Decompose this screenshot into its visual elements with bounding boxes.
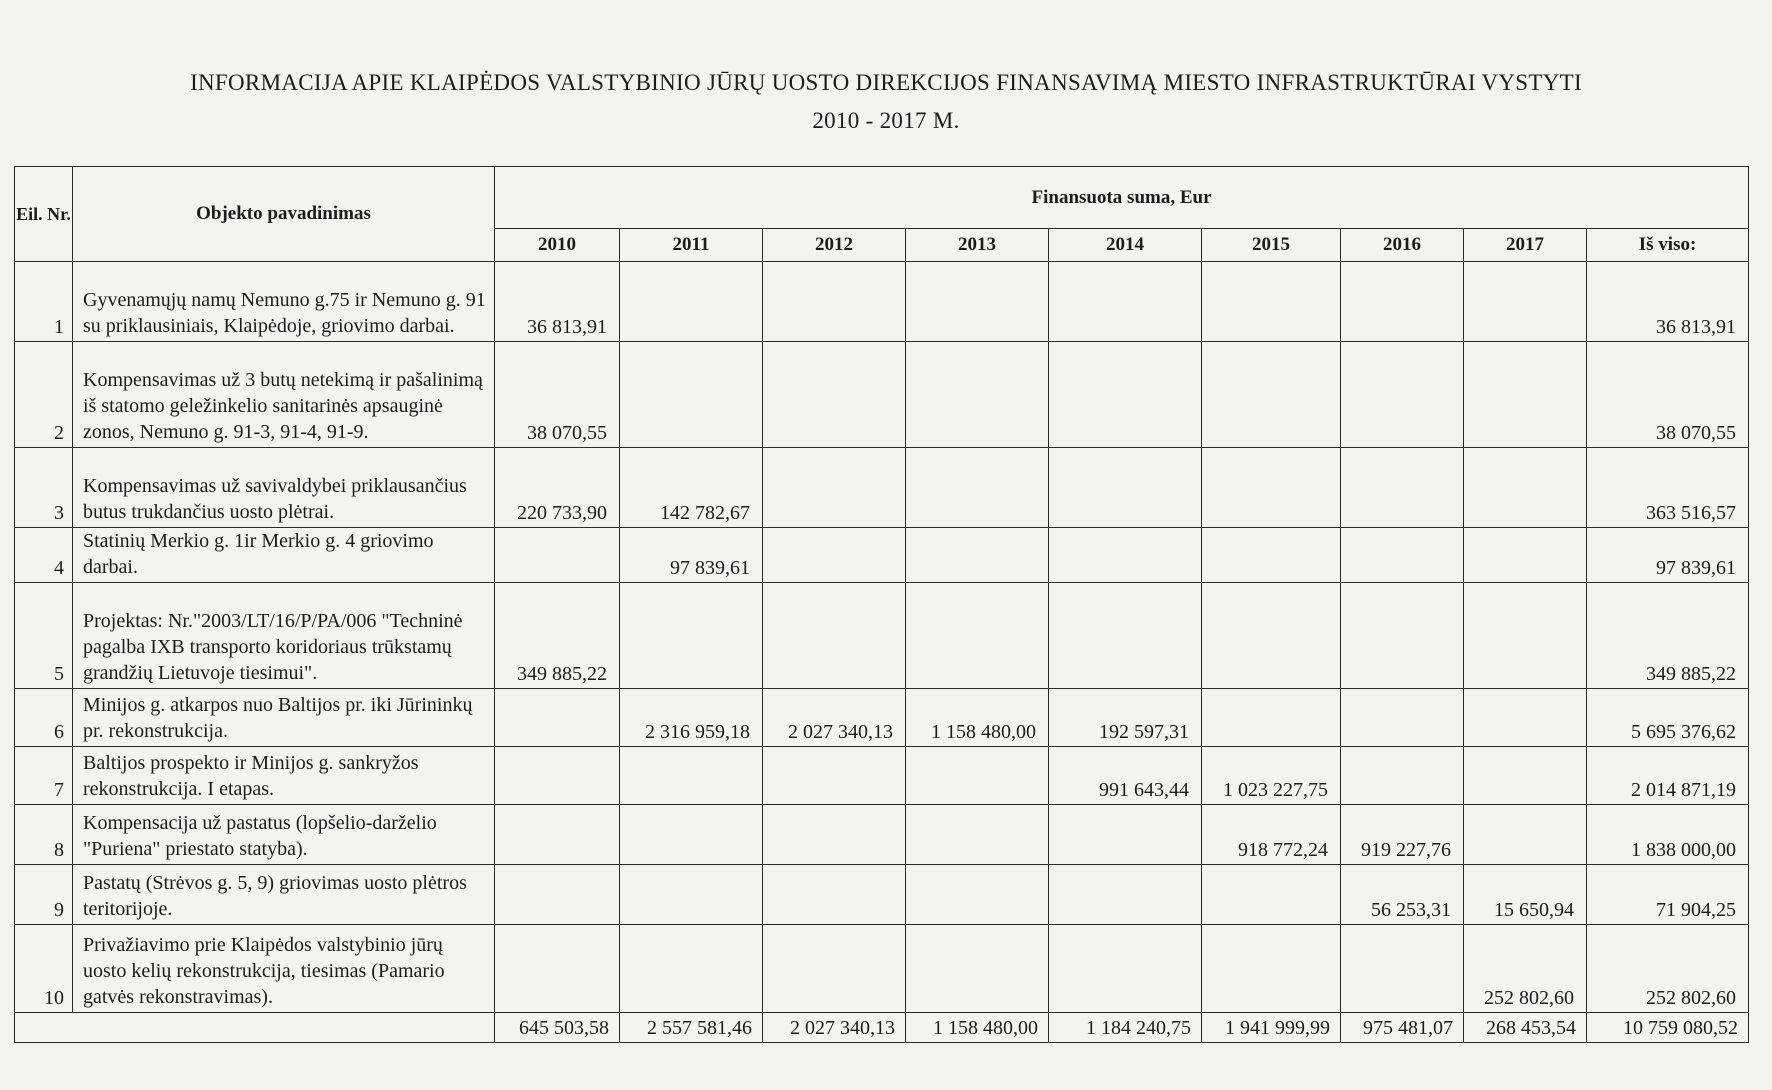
row-total-cell: 36 813,91 [1587, 262, 1749, 342]
object-name: Statinių Merkio g. 1ir Merkio g. 4 griovimo darbai. [73, 528, 495, 583]
amount-cell [1341, 342, 1464, 448]
amount-cell [1341, 528, 1464, 583]
table-row [15, 448, 1749, 528]
row-number: 8 [15, 805, 73, 865]
amount-cell [620, 925, 763, 1013]
object-name: Pastatų (Strėvos g. 5, 9) griovimas uosto plėtros teritorijoje. [73, 865, 495, 925]
amount-cell [1049, 925, 1202, 1013]
header-row-number: Eil. Nr. [15, 167, 73, 262]
amount-cell [1202, 262, 1341, 342]
amount-cell [1341, 448, 1464, 528]
row-total-cell: 363 516,57 [1587, 448, 1749, 528]
amount-cell [1049, 805, 1202, 865]
amount-cell [906, 805, 1049, 865]
object-name: Kompensavimas už savivaldybei priklausančius butus trukdančius uosto plėtrai. [73, 448, 495, 528]
year-total-cell: 975 481,07 [1341, 1013, 1464, 1043]
amount-cell [1202, 925, 1341, 1013]
amount-cell [1464, 689, 1587, 747]
amount-cell [495, 747, 620, 805]
amount-cell: 192 597,31 [1049, 689, 1202, 747]
object-name: Baltijos prospekto ir Minijos g. sankryžos rekonstrukcija. I etapas. [73, 747, 495, 805]
table-row [15, 865, 1749, 925]
header-year-2012: 2012 [763, 229, 906, 262]
amount-cell: 919 227,76 [1341, 805, 1464, 865]
amount-cell [1202, 448, 1341, 528]
row-number: 1 [15, 262, 73, 342]
object-name: Kompensavimas už 3 butų netekimą ir pašalinimą iš statomo geležinkelio sanitarinės apsauginė zonos, Nemuno g. 91-3, 91-4, 91-9. [73, 342, 495, 448]
amount-cell [495, 865, 620, 925]
header-year-2011: 2011 [620, 229, 763, 262]
header-year-2014: 2014 [1049, 229, 1202, 262]
row-number: 4 [15, 528, 73, 583]
amount-cell [1464, 747, 1587, 805]
amount-cell [1464, 805, 1587, 865]
year-total-cell: 2 557 581,46 [620, 1013, 763, 1043]
amount-cell [1202, 342, 1341, 448]
amount-cell: 142 782,67 [620, 448, 763, 528]
amount-cell [495, 689, 620, 747]
totals-label-cell [15, 1013, 495, 1043]
amount-cell [1202, 528, 1341, 583]
amount-cell [1464, 262, 1587, 342]
table-row [15, 925, 1749, 1013]
row-total-cell: 5 695 376,62 [1587, 689, 1749, 747]
amount-cell [1049, 262, 1202, 342]
object-name: Gyvenamųjų namų Nemuno g.75 ir Nemuno g. 91 su priklausiniais, Klaipėdoje, griovimo darbai. [73, 262, 495, 342]
amount-cell [1464, 528, 1587, 583]
amount-cell [906, 528, 1049, 583]
amount-cell: 2 316 959,18 [620, 689, 763, 747]
table-row [15, 528, 1749, 583]
header-year-2015: 2015 [1202, 229, 1341, 262]
amount-cell [1341, 689, 1464, 747]
amount-cell [1202, 583, 1341, 689]
amount-cell [906, 747, 1049, 805]
row-number: 3 [15, 448, 73, 528]
amount-cell [763, 342, 906, 448]
amount-cell: 918 772,24 [1202, 805, 1341, 865]
amount-cell [906, 583, 1049, 689]
row-number: 6 [15, 689, 73, 747]
amount-cell [1464, 583, 1587, 689]
amount-cell: 36 813,91 [495, 262, 620, 342]
totals-row [15, 1013, 1749, 1043]
amount-cell [495, 528, 620, 583]
amount-cell: 2 027 340,13 [763, 689, 906, 747]
amount-cell [763, 925, 906, 1013]
amount-cell: 1 158 480,00 [906, 689, 1049, 747]
header-year-2017: 2017 [1464, 229, 1587, 262]
row-number: 10 [15, 925, 73, 1013]
row-total-cell: 71 904,25 [1587, 865, 1749, 925]
row-number: 7 [15, 747, 73, 805]
row-total-cell: 349 885,22 [1587, 583, 1749, 689]
year-total-cell: 268 453,54 [1464, 1013, 1587, 1043]
amount-cell [763, 805, 906, 865]
year-total-cell: 645 503,58 [495, 1013, 620, 1043]
amount-cell [620, 865, 763, 925]
year-total-cell: 2 027 340,13 [763, 1013, 906, 1043]
amount-cell [1464, 342, 1587, 448]
amount-cell [1341, 925, 1464, 1013]
title-line-2: 2010 - 2017 M. [812, 108, 960, 133]
header-year-2013: 2013 [906, 229, 1049, 262]
amount-cell [1464, 448, 1587, 528]
amount-cell: 38 070,55 [495, 342, 620, 448]
amount-cell [1049, 448, 1202, 528]
document-title [0, 64, 1772, 140]
amount-cell [906, 865, 1049, 925]
table-row [15, 747, 1749, 805]
amount-cell [1341, 583, 1464, 689]
object-name: Kompensacija už pastatus (lopšelio-darželio "Puriena" priestato statyba). [73, 805, 495, 865]
amount-cell [1049, 865, 1202, 925]
row-number: 5 [15, 583, 73, 689]
row-number: 9 [15, 865, 73, 925]
amount-cell [763, 865, 906, 925]
amount-cell [620, 342, 763, 448]
row-total-cell: 38 070,55 [1587, 342, 1749, 448]
row-total-cell: 252 802,60 [1587, 925, 1749, 1013]
amount-cell: 15 650,94 [1464, 865, 1587, 925]
amount-cell: 252 802,60 [1464, 925, 1587, 1013]
amount-cell: 97 839,61 [620, 528, 763, 583]
table-row [15, 262, 1749, 342]
amount-cell [906, 925, 1049, 1013]
amount-cell [906, 448, 1049, 528]
amount-cell: 991 643,44 [1049, 747, 1202, 805]
amount-cell [763, 262, 906, 342]
object-name: Projektas: Nr."2003/LT/16/P/PA/006 "Techninė pagalba IXB transporto koridoriaus trūkstamų grandžių Lietuvoje tiesimui". [73, 583, 495, 689]
year-total-cell: 1 184 240,75 [1049, 1013, 1202, 1043]
amount-cell [1341, 262, 1464, 342]
amount-cell: 220 733,90 [495, 448, 620, 528]
header-year-2010: 2010 [495, 229, 620, 262]
amount-cell: 56 253,31 [1341, 865, 1464, 925]
amount-cell [1049, 528, 1202, 583]
amount-cell [620, 747, 763, 805]
row-total-cell: 1 838 000,00 [1587, 805, 1749, 865]
amount-cell [1049, 583, 1202, 689]
financing-table [14, 166, 1749, 1043]
amount-cell [1202, 689, 1341, 747]
year-total-cell: 1 158 480,00 [906, 1013, 1049, 1043]
amount-cell [620, 262, 763, 342]
amount-cell [1202, 865, 1341, 925]
object-name: Minijos g. atkarpos nuo Baltijos pr. iki Jūrininkų pr. rekonstrukcija. [73, 689, 495, 747]
row-total-cell: 2 014 871,19 [1587, 747, 1749, 805]
year-total-cell: 1 941 999,99 [1202, 1013, 1341, 1043]
amount-cell [1341, 747, 1464, 805]
header-year-total: Iš viso: [1587, 229, 1749, 262]
header-year-2016: 2016 [1341, 229, 1464, 262]
object-name: Privažiavimo prie Klaipėdos valstybinio jūrų uosto kelių rekonstrukcija, tiesimas (Pamario gatvės rekonstravimas). [73, 925, 495, 1013]
grand-total-cell: 10 759 080,52 [1587, 1013, 1749, 1043]
table-row [15, 583, 1749, 689]
amount-cell [763, 528, 906, 583]
amount-cell [495, 925, 620, 1013]
header-object-name: Objekto pavadinimas [73, 167, 495, 262]
amount-cell [495, 805, 620, 865]
amount-cell [906, 262, 1049, 342]
amount-cell [1049, 342, 1202, 448]
table-row [15, 689, 1749, 747]
table-row [15, 342, 1749, 448]
amount-cell [620, 583, 763, 689]
amount-cell [763, 583, 906, 689]
amount-cell [763, 448, 906, 528]
title-line-1: INFORMACIJA APIE KLAIPĖDOS VALSTYBINIO JŪRŲ UOSTO DIREKCIJOS FINANSAVIMĄ MIESTO INFRASTRUKTŪRAI VYSTYTI [190, 70, 1582, 95]
amount-cell [763, 747, 906, 805]
row-number: 2 [15, 342, 73, 448]
amount-cell [906, 342, 1049, 448]
amount-cell: 1 023 227,75 [1202, 747, 1341, 805]
table-row [15, 805, 1749, 865]
amount-cell [620, 805, 763, 865]
row-total-cell: 97 839,61 [1587, 528, 1749, 583]
header-financed-amount: Finansuota suma, Eur [495, 167, 1749, 229]
amount-cell: 349 885,22 [495, 583, 620, 689]
